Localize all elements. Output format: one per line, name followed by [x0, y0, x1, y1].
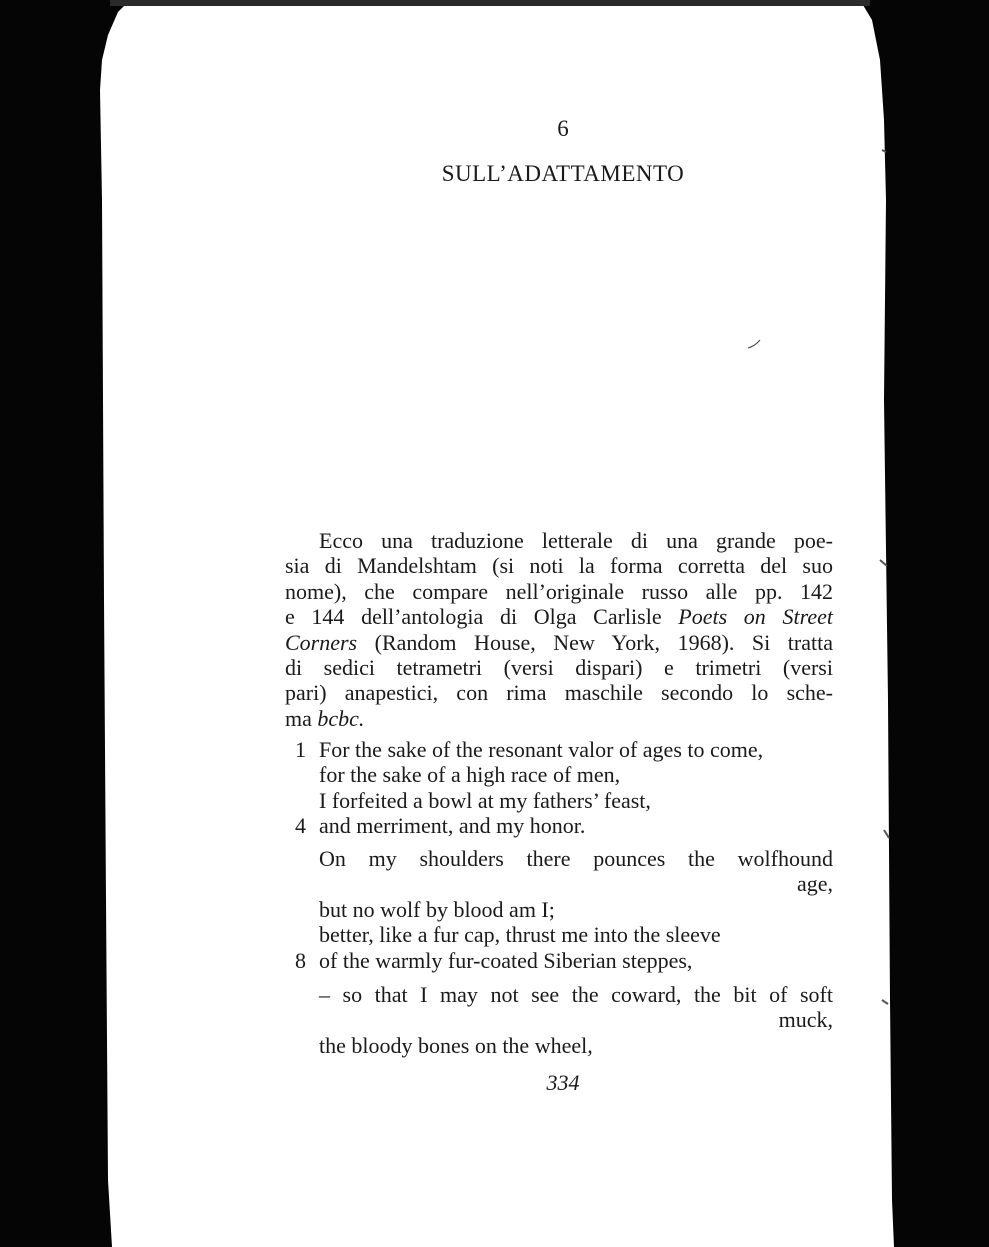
intro-line: di sedici tetrametri (versi dispari) e trimetri (versi — [285, 655, 833, 681]
poem-line-number: 1 — [295, 737, 306, 762]
poem-verse — [285, 948, 833, 973]
intro-line-with-title — [285, 604, 833, 629]
intro-line: pari) anapestici, con rima maschile secondo lo sche- — [285, 680, 833, 706]
intro-line-with-title — [285, 630, 833, 655]
poem-verse-turnover: age, — [796, 871, 833, 897]
poem-verse-text: of the warmly fur-coated Siberian steppes, — [319, 947, 693, 973]
book-title: Poets on Street — [678, 604, 833, 630]
poem-verse: the bloody bones on the wheel, — [319, 1032, 593, 1058]
intro-line-text: ma — [285, 705, 312, 731]
page-number: 334 — [546, 1070, 580, 1095]
poem-verse: On my shoulders there pounces the wolfhound — [319, 846, 833, 871]
poem-stanza-3 — [285, 982, 833, 1058]
poem-verse-turnover: muck, — [778, 1007, 833, 1033]
rhyme-scheme: bcbc. — [317, 705, 365, 731]
intro-paragraph — [285, 528, 833, 731]
poem-verse: better, like a fur cap, thrust me into the sleeve — [319, 922, 721, 948]
poem-verse: but no wolf by blood am I; — [319, 896, 555, 922]
intro-line-text: e 144 dell’antologia di Olga Carlisle — [285, 604, 662, 630]
poem-stanza-2 — [285, 846, 833, 973]
intro-line-last — [285, 706, 833, 731]
poem-verse — [285, 737, 833, 762]
poem-verse: I forfeited a bowl at my fathers’ feast, — [319, 787, 651, 813]
poem-verse: for the sake of a high race of men, — [319, 762, 621, 788]
poem-verse: – so that I may not see the coward, the bit of soft — [319, 982, 833, 1007]
poem-stanza-1 — [285, 737, 833, 839]
poem-line-number: 4 — [295, 813, 306, 839]
intro-line: sia di Mandelshtam (si noti la forma corretta del suo — [285, 553, 833, 579]
poem-verse-text: For the sake of the resonant valor of ages to come, — [319, 737, 764, 762]
chapter-title: SULL’ADATTAMENTO — [441, 161, 685, 186]
poem-verse-text: and merriment, and my honor. — [319, 813, 586, 839]
chapter-number: 6 — [557, 116, 569, 141]
intro-line-text: (Random House, New York, 1968). Si tratta — [374, 629, 833, 655]
book-title-continued: Corners — [285, 629, 358, 655]
poem-line-number: 8 — [295, 947, 306, 973]
intro-line: nome), che compare nell’originale russo alle pp. 142 — [285, 578, 833, 604]
poem-verse — [285, 813, 833, 838]
intro-line: Ecco una traduzione letterale di una grande poe- — [319, 528, 833, 553]
